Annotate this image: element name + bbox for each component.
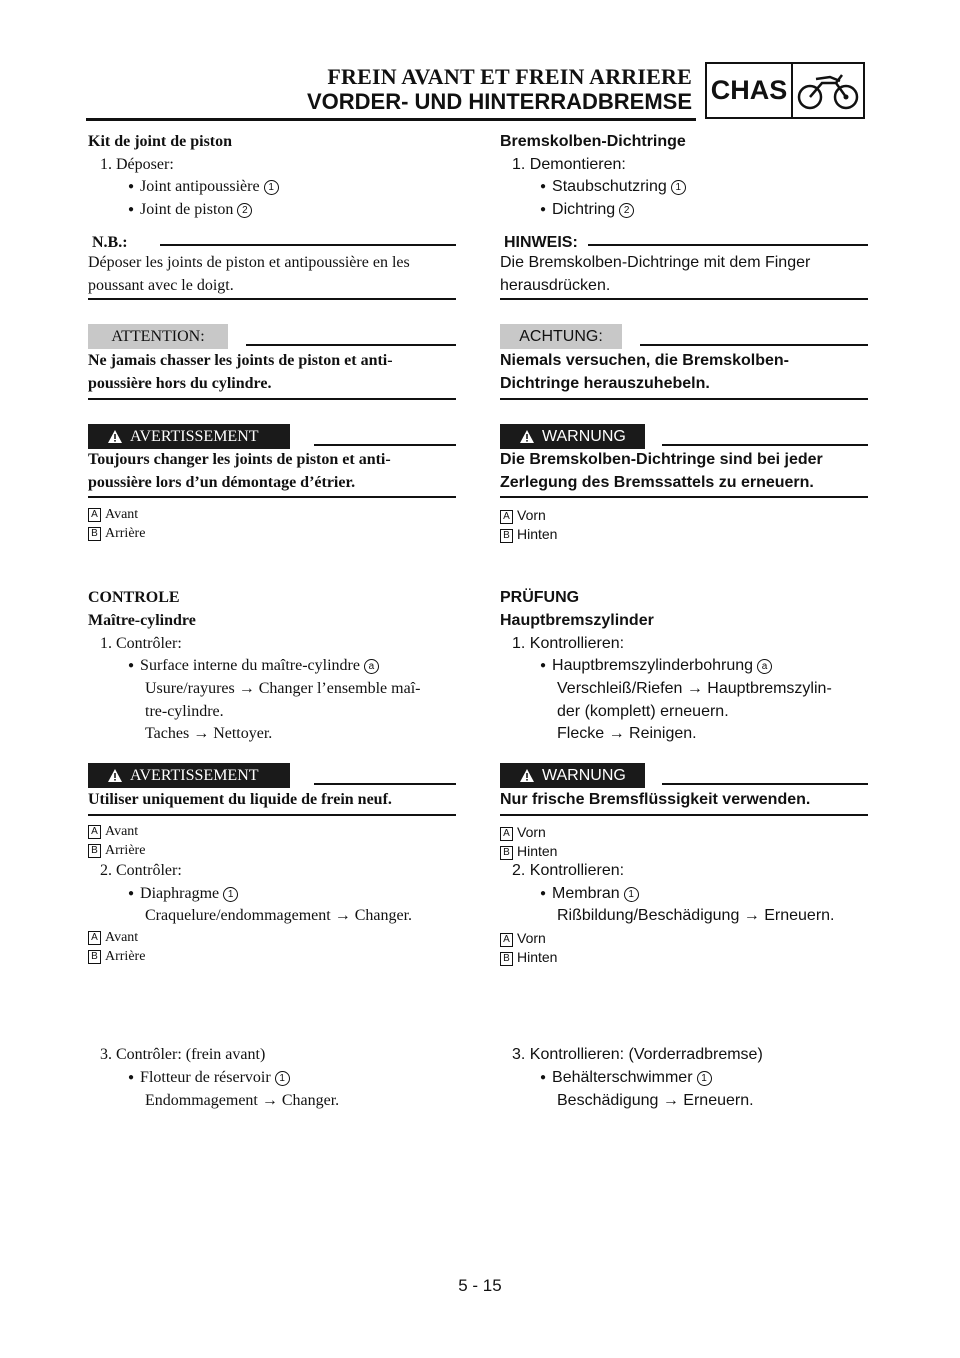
master-cylinder-heading: Maître-cylindre: [88, 612, 196, 629]
header-rule: [86, 118, 696, 121]
warning-label: AVERTISSEMENT: [130, 767, 259, 784]
header-title-de: VORDER- UND HINTERRADBREMSE: [306, 89, 692, 114]
legend-rear-3: B Arrière: [88, 947, 145, 967]
step-remove: 1. Déposer:: [100, 156, 174, 173]
note-rule: [588, 244, 868, 246]
warning-icon: [520, 430, 534, 443]
warning-2-end-rule: [500, 814, 868, 816]
master-cylinder-heading: Hauptbremszylinder: [500, 612, 654, 629]
note-end-rule: [88, 298, 456, 300]
warning-2-end-rule: [88, 814, 456, 816]
check-1: 1. Kontrollieren:: [512, 635, 625, 652]
inspection-heading: CONTROLE: [88, 589, 180, 606]
warning-icon: [108, 430, 122, 443]
legend-front-2: A Avant: [88, 822, 138, 842]
mc-inner-item: ● Surface interne du maître-cylindre a: [128, 656, 379, 678]
damage-line: Beschädigung → Erneuern.: [557, 1092, 754, 1109]
note-line-2: poussant avec le doigt.: [88, 277, 234, 294]
caution-line-2: Dichtringe herauszuhebeln.: [500, 375, 710, 392]
header-title-fr: FREIN AVANT ET FREIN ARRIERE: [327, 64, 692, 89]
legend-front-3: A Vorn: [500, 928, 546, 948]
wear-line-1: Verschleiß/Riefen → Hauptbremszylin-: [557, 680, 832, 697]
page-number: 5 - 15: [458, 1276, 502, 1295]
piston-seal-title: Kit de joint de piston: [88, 133, 233, 150]
warning-box-2: [500, 763, 645, 788]
section-label: CHAS: [707, 64, 793, 117]
diaphragm-item: ● Membran 1: [540, 884, 639, 906]
note-label: HINWEIS:: [504, 234, 578, 251]
warning-1-end-rule: [500, 496, 868, 498]
note-line-2: herausdrücken.: [500, 277, 611, 294]
step-remove: 1. Demontieren:: [512, 156, 626, 173]
warning-icon: [108, 769, 122, 782]
mc-inner-item: ● Hauptbremszylinderbohrung a: [540, 656, 772, 678]
check-3: 3. Contrôler: (frein avant): [100, 1046, 266, 1063]
legend-rear: B Hinten: [500, 524, 557, 544]
note-end-rule: [500, 298, 868, 300]
caution-end-rule: [500, 398, 868, 400]
warning-1-line-1: Toujours changer les joints de piston et anti-: [88, 451, 391, 468]
warning-label: AVERTISSEMENT: [130, 428, 259, 445]
check-1: 1. Contrôler:: [100, 635, 182, 652]
caution-line-1: Niemals versuchen, die Bremskolben-: [500, 352, 789, 369]
legend-front-3: A Avant: [88, 928, 138, 948]
note-line-1: Déposer les joints de piston et antipoussière en les: [88, 254, 410, 271]
warning-1-end-rule: [88, 496, 456, 498]
warning-rule-2: [662, 783, 868, 785]
warning-box-1: [500, 424, 645, 449]
legend-front: A Avant: [88, 505, 138, 525]
check-3: 3. Kontrollieren: (Vorderradbremse): [512, 1046, 763, 1063]
legend-front-2: A Vorn: [500, 822, 546, 842]
warning-rule-1: [314, 444, 456, 446]
wear-line-2: der (komplett) erneuern.: [557, 703, 729, 720]
warning-box-1: [88, 424, 290, 449]
wear-line-2: tre-cylindre.: [145, 703, 224, 720]
warning-label: WARNUNG: [542, 428, 626, 445]
reservoir-float-item: ● Flotteur de réservoir 1: [128, 1068, 290, 1090]
legend-front: A Vorn: [500, 505, 546, 525]
warning-1-line-2: poussière lors d’un démontage d’étrier.: [88, 474, 356, 491]
piston-seal-item: ● Joint de piston 2: [128, 200, 252, 222]
warning-rule-2: [314, 783, 456, 785]
inspection-heading: PRÜFUNG: [500, 589, 580, 606]
legend-rear-2: B Arrière: [88, 841, 145, 861]
warning-2-line-1: Nur frische Bremsflüssigkeit verwenden.: [500, 791, 811, 808]
caution-rule: [640, 344, 868, 346]
caution-line-2: poussière hors du cylindre.: [88, 375, 272, 392]
note-rule: [160, 244, 456, 246]
warning-icon: [520, 769, 534, 782]
stains-line: Flecke → Reinigen.: [557, 725, 697, 742]
stains-line: Taches → Nettoyer.: [145, 725, 273, 742]
damage-line: Endommagement → Changer.: [145, 1092, 340, 1109]
warning-2-line-1: Utiliser uniquement du liquide de frein neuf.: [88, 791, 392, 808]
check-2: 2. Contrôler:: [100, 862, 182, 879]
wear-line-1: Usure/rayures → Changer l’ensemble maî-: [145, 680, 421, 697]
legend-rear-2: B Hinten: [500, 841, 557, 861]
section-badge: [705, 62, 865, 119]
note-line-1: Die Bremskolben-Dichtringe mit dem Finger: [500, 254, 811, 271]
diaphragm-item: ● Diaphragme 1: [128, 884, 238, 906]
dust-seal-item: ● Joint antipoussière 1: [128, 177, 279, 199]
note-label: N.B.:: [92, 234, 128, 251]
warning-rule-1: [662, 444, 868, 446]
warning-1-line-1: Die Bremskolben-Dichtringe sind bei jeder: [500, 451, 823, 468]
motorcycle-icon: [793, 64, 863, 117]
cracks-line: Rißbildung/Beschädigung → Erneuern.: [557, 907, 835, 924]
caution-rule: [246, 344, 456, 346]
dust-seal-item: ● Staubschutzring 1: [540, 177, 686, 199]
caution-label: ATTENTION:: [88, 324, 228, 349]
reservoir-float-item: ● Behälterschwimmer 1: [540, 1068, 712, 1090]
check-2: 2. Kontrollieren:: [512, 862, 625, 879]
warning-1-line-2: Zerlegung des Bremssattels zu erneuern.: [500, 474, 814, 491]
piston-seal-item: ● Dichtring 2: [540, 200, 634, 222]
warning-label: WARNUNG: [542, 767, 626, 784]
caution-label: ACHTUNG:: [500, 324, 622, 349]
piston-seal-title: Bremskolben-Dichtringe: [500, 133, 686, 150]
cracks-line: Craquelure/endommagement → Changer.: [145, 907, 413, 924]
warning-box-2: [88, 763, 290, 788]
caution-end-rule: [88, 398, 456, 400]
legend-rear: B Arrière: [88, 524, 145, 544]
legend-rear-3: B Hinten: [500, 947, 557, 967]
caution-line-1: Ne jamais chasser les joints de piston et anti-: [88, 352, 393, 369]
